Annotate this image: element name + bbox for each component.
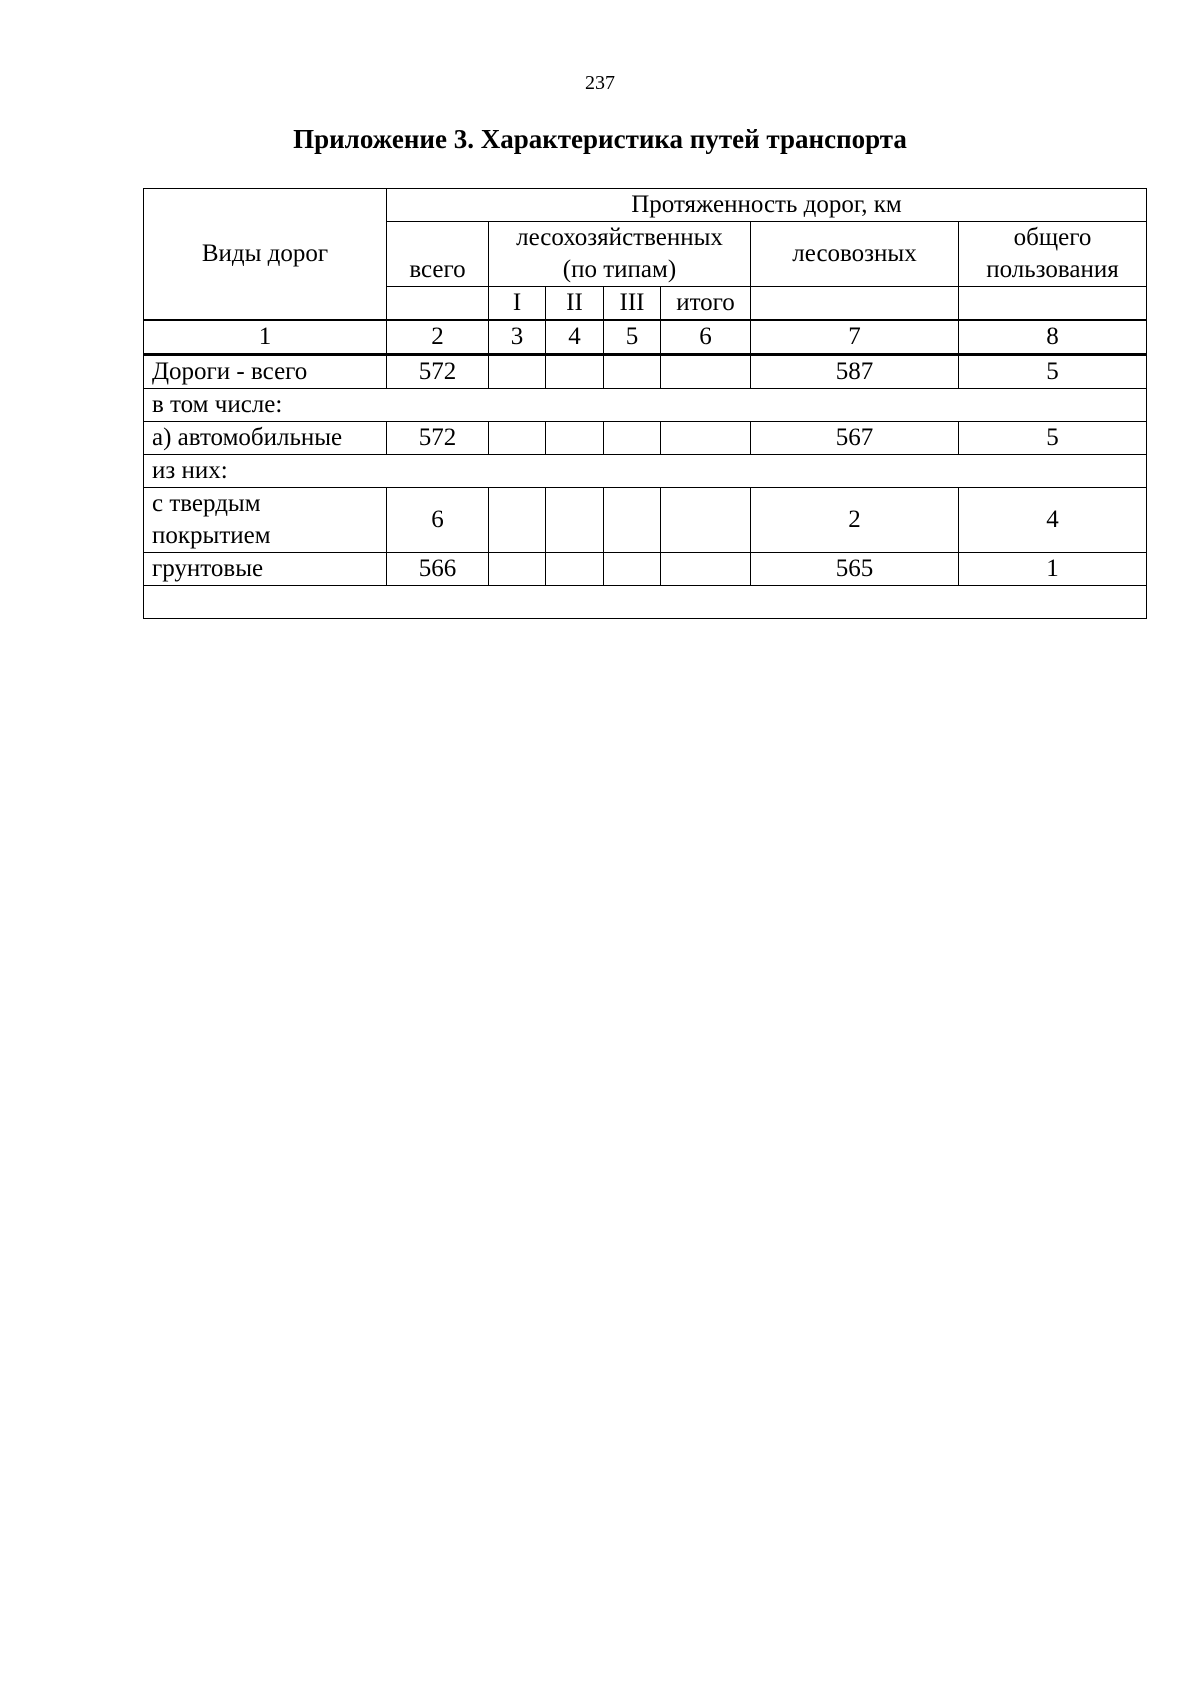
- row-label: [144, 488, 387, 553]
- header-forestry-line1: лесохозяйственных: [516, 224, 723, 251]
- cell-logging: 565: [751, 553, 959, 586]
- header-type-i: I: [489, 287, 546, 321]
- header-public-line2: пользования: [986, 256, 1119, 283]
- row-label-line2: покрытием: [152, 522, 271, 549]
- header-forestry: [489, 222, 751, 287]
- header-forestry-line2: (по типам): [562, 256, 677, 283]
- table-row: [144, 553, 1147, 586]
- cell-total: 572: [387, 422, 489, 455]
- column-number: 5: [604, 320, 661, 355]
- table-row: [144, 355, 1147, 389]
- cell-subtotal: [661, 488, 751, 553]
- header-total-label: всего: [409, 256, 466, 283]
- column-number: 6: [661, 320, 751, 355]
- cell-subtotal: [661, 553, 751, 586]
- cell-type-ii: [546, 488, 604, 553]
- cell-total: 6: [387, 488, 489, 553]
- page-title: Приложение 3. Характеристика путей транспорта: [293, 124, 907, 154]
- header-length: Протяженность дорог, км: [387, 189, 1147, 222]
- header-road-types: Виды дорог: [144, 189, 387, 321]
- header-logging-empty: [751, 287, 959, 321]
- row-label: Дороги - всего: [144, 355, 387, 389]
- cell-logging: 2: [751, 488, 959, 553]
- cell-type-i: [489, 422, 546, 455]
- header-type-subtotal: итого: [661, 287, 751, 321]
- cell-total: 572: [387, 355, 489, 389]
- header-public-line1: общего: [1013, 224, 1092, 251]
- cell-type-ii: [546, 422, 604, 455]
- cell-type-iii: [604, 355, 661, 389]
- cell-type-ii: [546, 553, 604, 586]
- cell-type-ii: [546, 355, 604, 389]
- header-logging: лесовозных: [751, 222, 959, 287]
- column-numbers-row: [144, 320, 1147, 355]
- cell-public: 5: [959, 422, 1147, 455]
- header-row-1: [144, 189, 1147, 222]
- column-number: 2: [387, 320, 489, 355]
- cell-logging: 587: [751, 355, 959, 389]
- cell-subtotal: [661, 355, 751, 389]
- column-number: 1: [144, 320, 387, 355]
- table-row: [144, 488, 1147, 553]
- cell-public: 4: [959, 488, 1147, 553]
- row-label: грунтовые: [144, 553, 387, 586]
- header-type-ii: II: [546, 287, 604, 321]
- cell-subtotal: [661, 422, 751, 455]
- row-empty: [144, 586, 1147, 619]
- column-number: 8: [959, 320, 1147, 355]
- cell-logging: 567: [751, 422, 959, 455]
- roads-table: [143, 188, 1147, 619]
- row-label-line1: с твердым: [152, 490, 261, 517]
- cell-type-i: [489, 488, 546, 553]
- row-section-label: из них:: [144, 455, 1147, 488]
- column-number: 7: [751, 320, 959, 355]
- cell-total: 566: [387, 553, 489, 586]
- header-public-empty: [959, 287, 1147, 321]
- header-type-iii: III: [604, 287, 661, 321]
- cell-public: 5: [959, 355, 1147, 389]
- cell-type-iii: [604, 422, 661, 455]
- cell-public: 1: [959, 553, 1147, 586]
- header-public: [959, 222, 1147, 287]
- table-row: [144, 455, 1147, 488]
- header-total-empty: [387, 287, 489, 321]
- cell-type-i: [489, 355, 546, 389]
- cell-type-iii: [604, 553, 661, 586]
- table-row-empty: [144, 586, 1147, 619]
- cell-type-iii: [604, 488, 661, 553]
- cell-type-i: [489, 553, 546, 586]
- column-number: 4: [546, 320, 604, 355]
- row-label: а) автомобильные: [144, 422, 387, 455]
- table-row: [144, 422, 1147, 455]
- page-number: 237: [585, 72, 615, 94]
- table-row: [144, 389, 1147, 422]
- row-section-label: в том числе:: [144, 389, 1147, 422]
- column-number: 3: [489, 320, 546, 355]
- header-total: [387, 222, 489, 287]
